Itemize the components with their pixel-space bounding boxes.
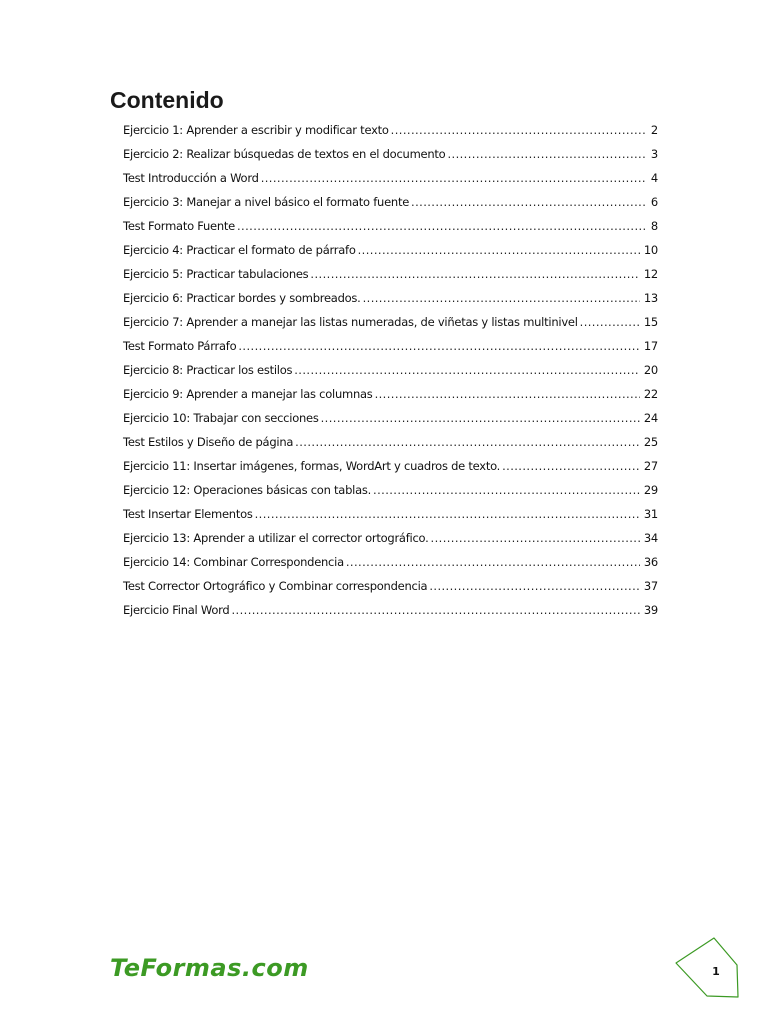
toc-dot-leader bbox=[310, 262, 639, 286]
toc-entry[interactable] bbox=[123, 454, 658, 478]
toc-entry[interactable] bbox=[123, 334, 658, 358]
toc-entry-page: 20 bbox=[643, 363, 658, 377]
page-number: 1 bbox=[712, 965, 720, 978]
toc-entry[interactable] bbox=[123, 238, 658, 262]
toc-entry-title: Ejercicio 5: Practicar tabulaciones bbox=[123, 267, 309, 281]
toc-entry[interactable] bbox=[123, 214, 658, 238]
toc-entry[interactable] bbox=[123, 574, 658, 598]
toc-entry-page: 3 bbox=[650, 147, 658, 161]
toc-dot-leader bbox=[238, 334, 639, 358]
toc-entry-title: Test Insertar Elementos bbox=[123, 507, 253, 521]
table-of-contents bbox=[123, 118, 658, 622]
toc-entry[interactable] bbox=[123, 550, 658, 574]
toc-dot-leader bbox=[237, 214, 647, 238]
toc-dot-leader bbox=[295, 430, 640, 454]
toc-entry-title: Ejercicio 13: Aprender a utilizar el corrector ortográfico. bbox=[123, 531, 429, 545]
toc-entry-title: Ejercicio 4: Practicar el formato de párrafo bbox=[123, 243, 356, 257]
toc-dot-leader bbox=[431, 526, 640, 550]
toc-entry-title: Ejercicio 11: Insertar imágenes, formas, WordArt y cuadros de texto. bbox=[123, 459, 501, 473]
toc-dot-leader bbox=[580, 310, 640, 334]
toc-entry-title: Ejercicio 8: Practicar los estilos bbox=[123, 363, 293, 377]
toc-entry-title: Test Formato Párrafo bbox=[123, 339, 237, 353]
toc-entry-title: Test Formato Fuente bbox=[123, 219, 235, 233]
toc-entry-title: Ejercicio 7: Aprender a manejar las listas numeradas, de viñetas y listas multinivel bbox=[123, 315, 578, 329]
toc-entry-title: Ejercicio 3: Manejar a nivel básico el formato fuente bbox=[123, 195, 410, 209]
toc-entry[interactable] bbox=[123, 382, 658, 406]
toc-entry-page: 39 bbox=[643, 603, 658, 617]
toc-entry[interactable] bbox=[123, 526, 658, 550]
toc-dot-leader bbox=[321, 406, 640, 430]
toc-entry-page: 10 bbox=[643, 243, 658, 257]
toc-entry-page: 25 bbox=[643, 435, 658, 449]
toc-entry-page: 6 bbox=[650, 195, 658, 209]
toc-entry[interactable] bbox=[123, 406, 658, 430]
toc-entry-page: 17 bbox=[643, 339, 658, 353]
toc-entry-page: 31 bbox=[643, 507, 658, 521]
toc-entry[interactable] bbox=[123, 502, 658, 526]
toc-dot-leader bbox=[429, 574, 640, 598]
toc-dot-leader bbox=[358, 238, 640, 262]
teformas-logo: TeFormas.com bbox=[110, 954, 309, 982]
toc-dot-leader bbox=[231, 598, 639, 622]
toc-entry-title: Ejercicio 2: Realizar búsquedas de textos en el documento bbox=[123, 147, 446, 161]
toc-entry-page: 27 bbox=[643, 459, 658, 473]
toc-entry-page: 24 bbox=[643, 411, 658, 425]
toc-entry-page: 12 bbox=[643, 267, 658, 281]
toc-entry[interactable] bbox=[123, 358, 658, 382]
toc-entry-title: Test Introducción a Word bbox=[123, 171, 259, 185]
toc-dot-leader bbox=[373, 478, 640, 502]
toc-entry[interactable] bbox=[123, 166, 658, 190]
toc-entry[interactable] bbox=[123, 598, 658, 622]
toc-entry[interactable] bbox=[123, 190, 658, 214]
toc-dot-leader bbox=[261, 166, 647, 190]
toc-entry-title: Ejercicio 14: Combinar Correspondencia bbox=[123, 555, 344, 569]
toc-dot-leader bbox=[255, 502, 640, 526]
toc-entry-title: Ejercicio 9: Aprender a manejar las columnas bbox=[123, 387, 373, 401]
toc-entry-page: 15 bbox=[643, 315, 658, 329]
toc-entry[interactable] bbox=[123, 430, 658, 454]
toc-entry-title: Ejercicio 10: Trabajar con secciones bbox=[123, 411, 319, 425]
toc-entry-page: 13 bbox=[643, 291, 658, 305]
toc-entry-page: 8 bbox=[650, 219, 658, 233]
toc-entry-page: 34 bbox=[643, 531, 658, 545]
toc-entry-page: 36 bbox=[643, 555, 658, 569]
toc-entry-page: 2 bbox=[650, 123, 658, 137]
toc-dot-leader bbox=[346, 550, 640, 574]
toc-dot-leader bbox=[294, 358, 640, 382]
toc-entry-title: Test Corrector Ortográfico y Combinar correspondencia bbox=[123, 579, 428, 593]
page-title: Contenido bbox=[110, 87, 224, 113]
toc-dot-leader bbox=[502, 454, 640, 478]
toc-entry[interactable] bbox=[123, 310, 658, 334]
toc-dot-leader bbox=[391, 118, 647, 142]
toc-entry-title: Test Estilos y Diseño de página bbox=[123, 435, 294, 449]
toc-entry-page: 22 bbox=[643, 387, 658, 401]
toc-dot-leader bbox=[375, 382, 640, 406]
toc-entry-title: Ejercicio 1: Aprender a escribir y modificar texto bbox=[123, 123, 389, 137]
toc-entry[interactable] bbox=[123, 142, 658, 166]
toc-dot-leader bbox=[447, 142, 646, 166]
toc-dot-leader bbox=[363, 286, 640, 310]
toc-entry-title: Ejercicio 6: Practicar bordes y sombreados. bbox=[123, 291, 361, 305]
toc-entry[interactable] bbox=[123, 478, 658, 502]
toc-entry-title: Ejercicio 12: Operaciones básicas con tablas. bbox=[123, 483, 372, 497]
toc-entry[interactable] bbox=[123, 286, 658, 310]
toc-entry-page: 37 bbox=[643, 579, 658, 593]
toc-entry-title: Ejercicio Final Word bbox=[123, 603, 230, 617]
toc-entry-page: 4 bbox=[650, 171, 658, 185]
toc-entry-page: 29 bbox=[643, 483, 658, 497]
toc-dot-leader bbox=[411, 190, 647, 214]
toc-entry[interactable] bbox=[123, 262, 658, 286]
toc-entry[interactable] bbox=[123, 118, 658, 142]
